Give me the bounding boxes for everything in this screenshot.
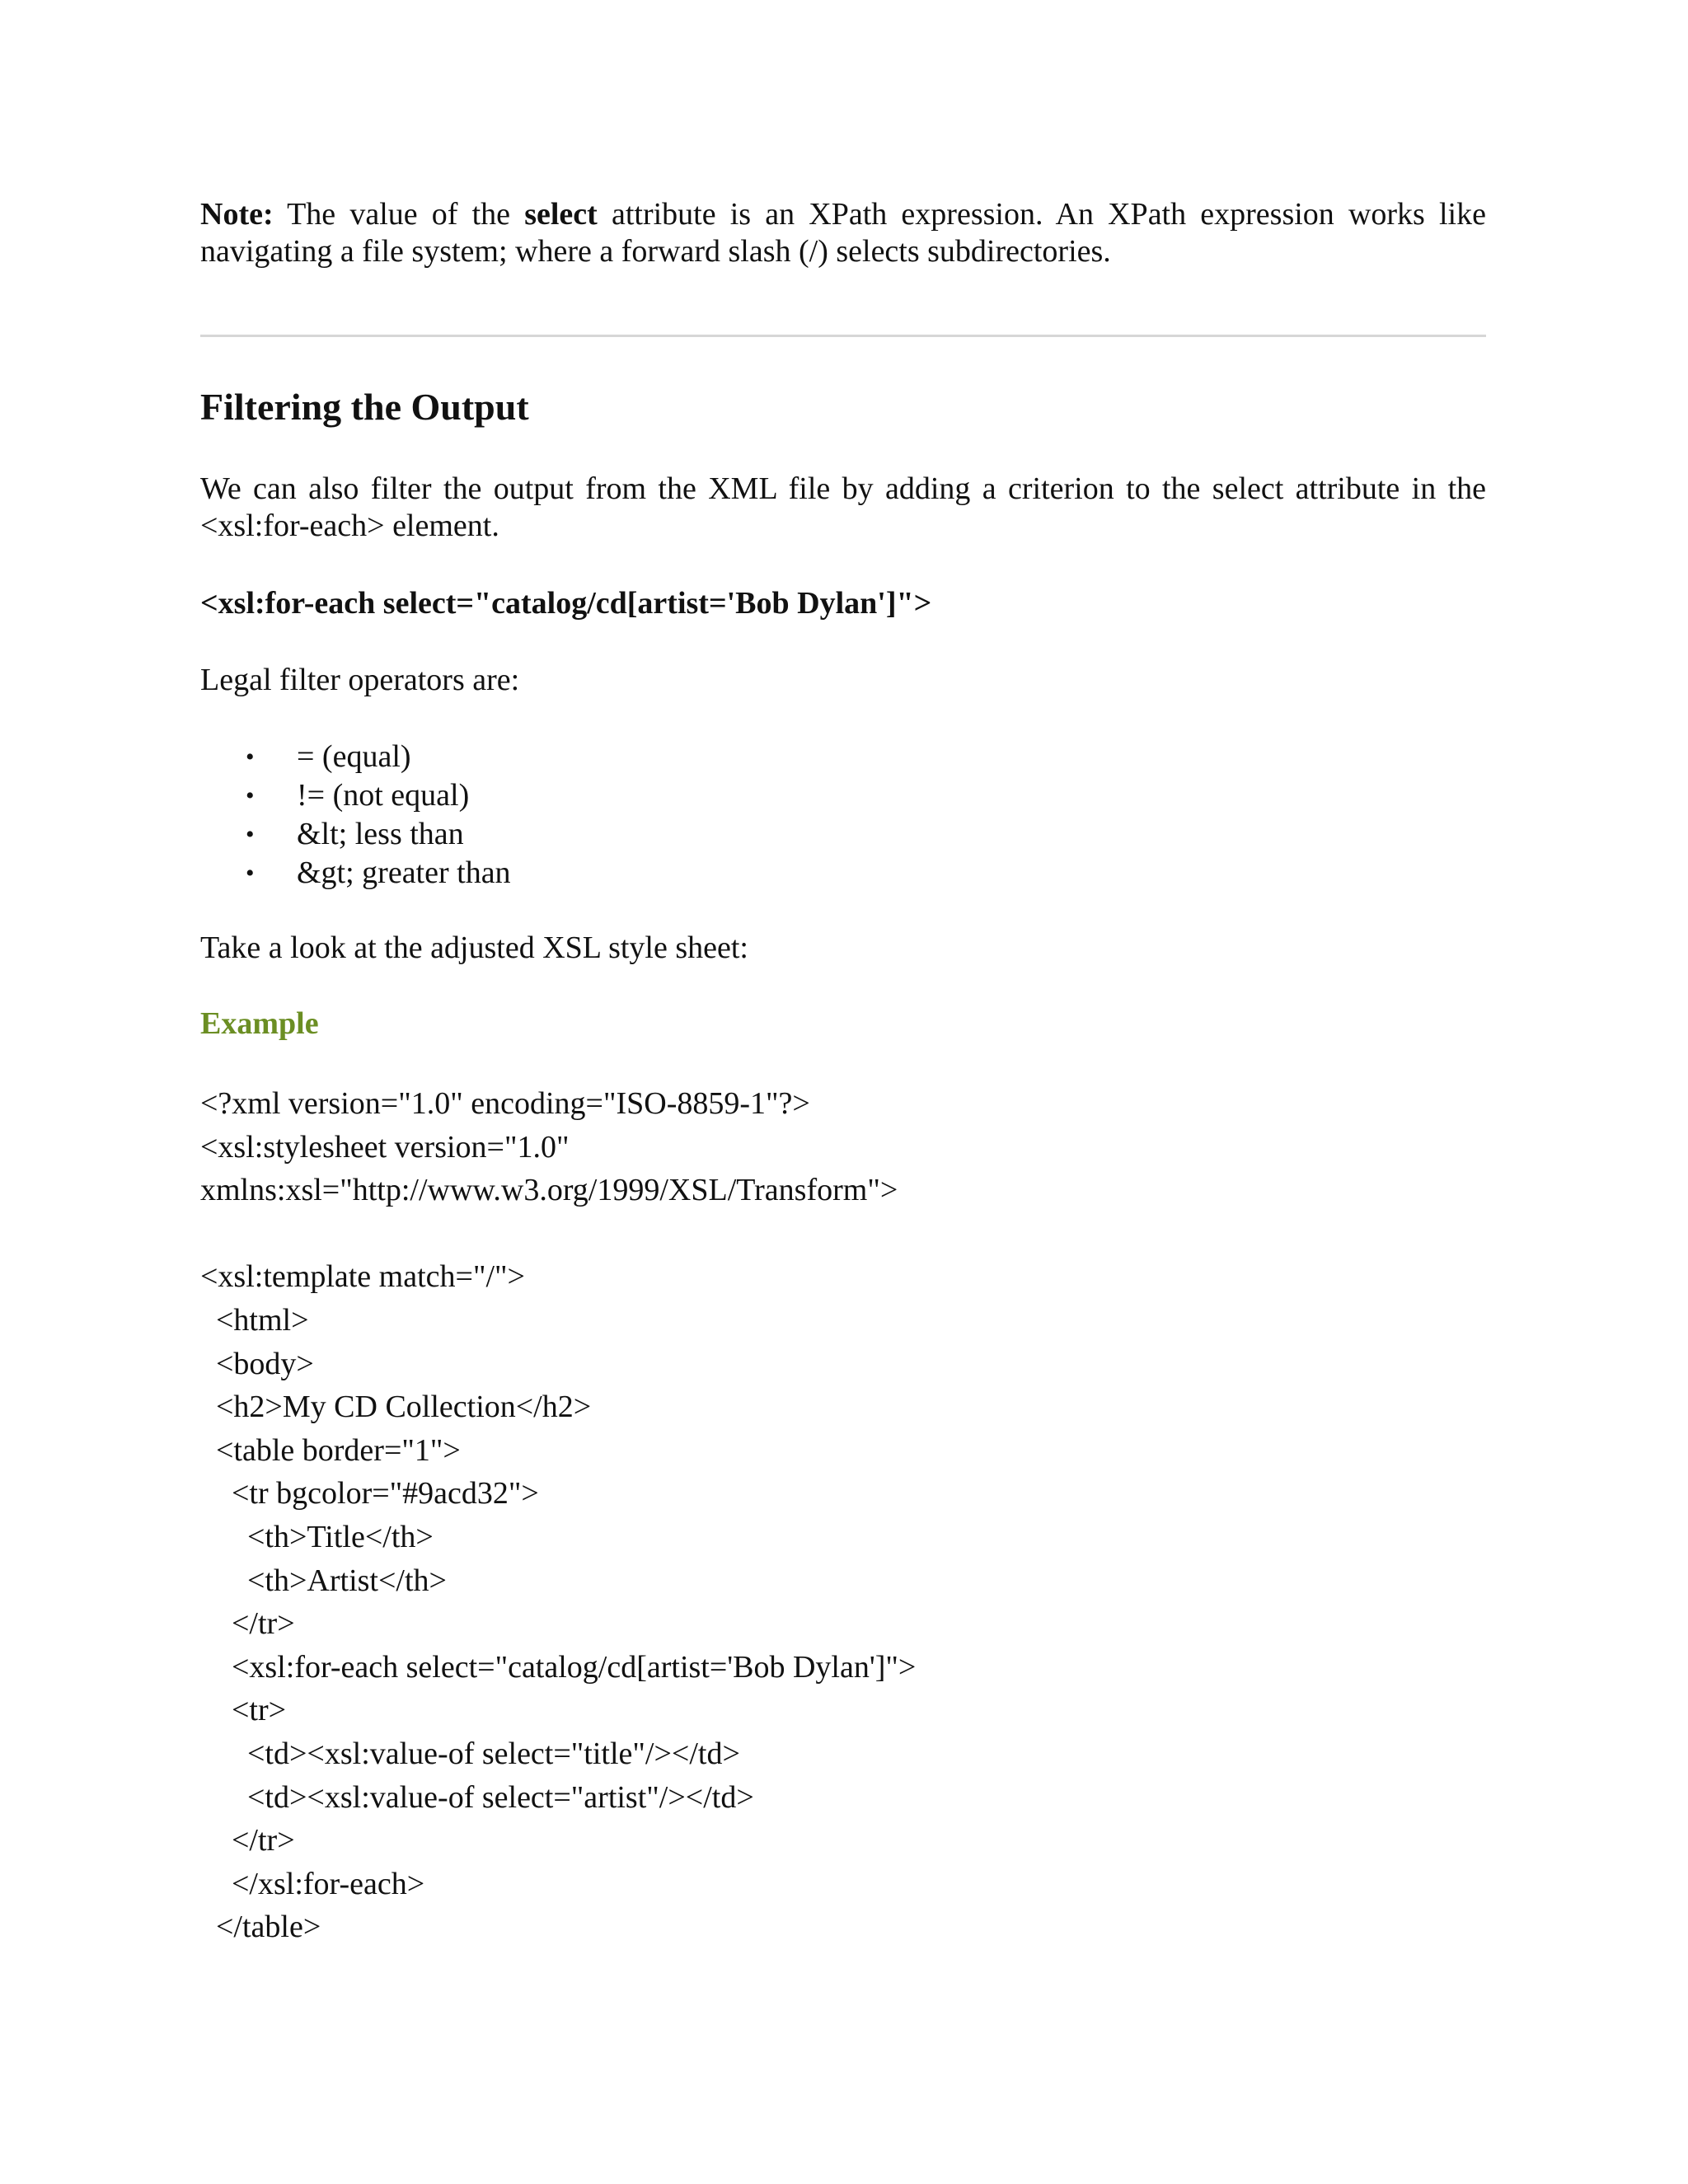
- note-paragraph: [200, 196, 1486, 270]
- filter-example-line: <xsl:for-each select="catalog/cd[artist='Bob Dylan']">: [200, 586, 932, 621]
- example-label: Example: [200, 1006, 319, 1041]
- code-block: [200, 1082, 916, 1949]
- operator-item: [200, 854, 511, 893]
- code-line: <tr>: [200, 1693, 287, 1728]
- code-line: xmlns:xsl="http://www.w3.org/1999/XSL/Transform">: [200, 1173, 898, 1208]
- code-line: <td><xsl:value-of select="artist"/></td>: [200, 1779, 754, 1815]
- section-heading: Filtering the Output: [200, 386, 529, 428]
- code-line: <th>Artist</th>: [200, 1563, 447, 1598]
- code-line: </table>: [200, 1910, 321, 1945]
- operators-label: Legal filter operators are:: [200, 663, 520, 697]
- code-line: <tr bgcolor="#9acd32">: [200, 1476, 539, 1511]
- operator-text: != (not equal): [297, 778, 470, 813]
- code-line: <xsl:for-each select="catalog/cd[artist='Bob Dylan']">: [200, 1649, 917, 1685]
- bullet-icon: •: [246, 782, 255, 809]
- note-text-2: attribute is an XPath expression. An XPath expression works like navigating a file system; where a forward slash (/) selects subdirectories.: [200, 197, 1486, 269]
- horizontal-divider: [200, 335, 1486, 337]
- code-line: </tr>: [200, 1606, 295, 1642]
- code-line: <?xml version="1.0" encoding="ISO-8859-1"?>: [200, 1086, 810, 1121]
- note-text-1: The value of the: [273, 197, 525, 232]
- operator-item: [200, 776, 511, 815]
- bullet-icon: •: [246, 743, 255, 771]
- code-line: <td><xsl:value-of select="title"/></td>: [200, 1736, 740, 1771]
- operator-text: &lt; less than: [297, 817, 464, 851]
- bullet-icon: •: [246, 821, 255, 848]
- code-line: <table border="1">: [200, 1432, 461, 1468]
- code-line: <xsl:template match="/">: [200, 1259, 525, 1295]
- code-line: <h2>My CD Collection</h2>: [200, 1390, 592, 1425]
- lookat-paragraph: Take a look at the adjusted XSL style sheet:: [200, 930, 748, 965]
- code-line: <html>: [200, 1302, 309, 1338]
- intro-paragraph: We can also filter the output from the XML file by adding a criterion to the select attribute in the <xsl:for-each> element.: [200, 471, 1486, 543]
- code-line: [200, 1212, 916, 1256]
- bullet-icon: •: [246, 860, 255, 887]
- code-line: <xsl:stylesheet version="1.0": [200, 1129, 570, 1165]
- code-line: <th>Title</th>: [200, 1519, 434, 1554]
- operator-item: [200, 738, 511, 776]
- note-keyword: select: [524, 197, 598, 232]
- code-line: </tr>: [200, 1823, 295, 1858]
- code-line: <body>: [200, 1346, 314, 1381]
- code-line: </xsl:for-each>: [200, 1866, 425, 1901]
- operator-text: = (equal): [297, 739, 411, 774]
- operator-text: &gt; greater than: [297, 855, 511, 890]
- operators-list: [200, 738, 511, 893]
- note-label: Note:: [200, 197, 274, 232]
- operator-item: [200, 815, 511, 854]
